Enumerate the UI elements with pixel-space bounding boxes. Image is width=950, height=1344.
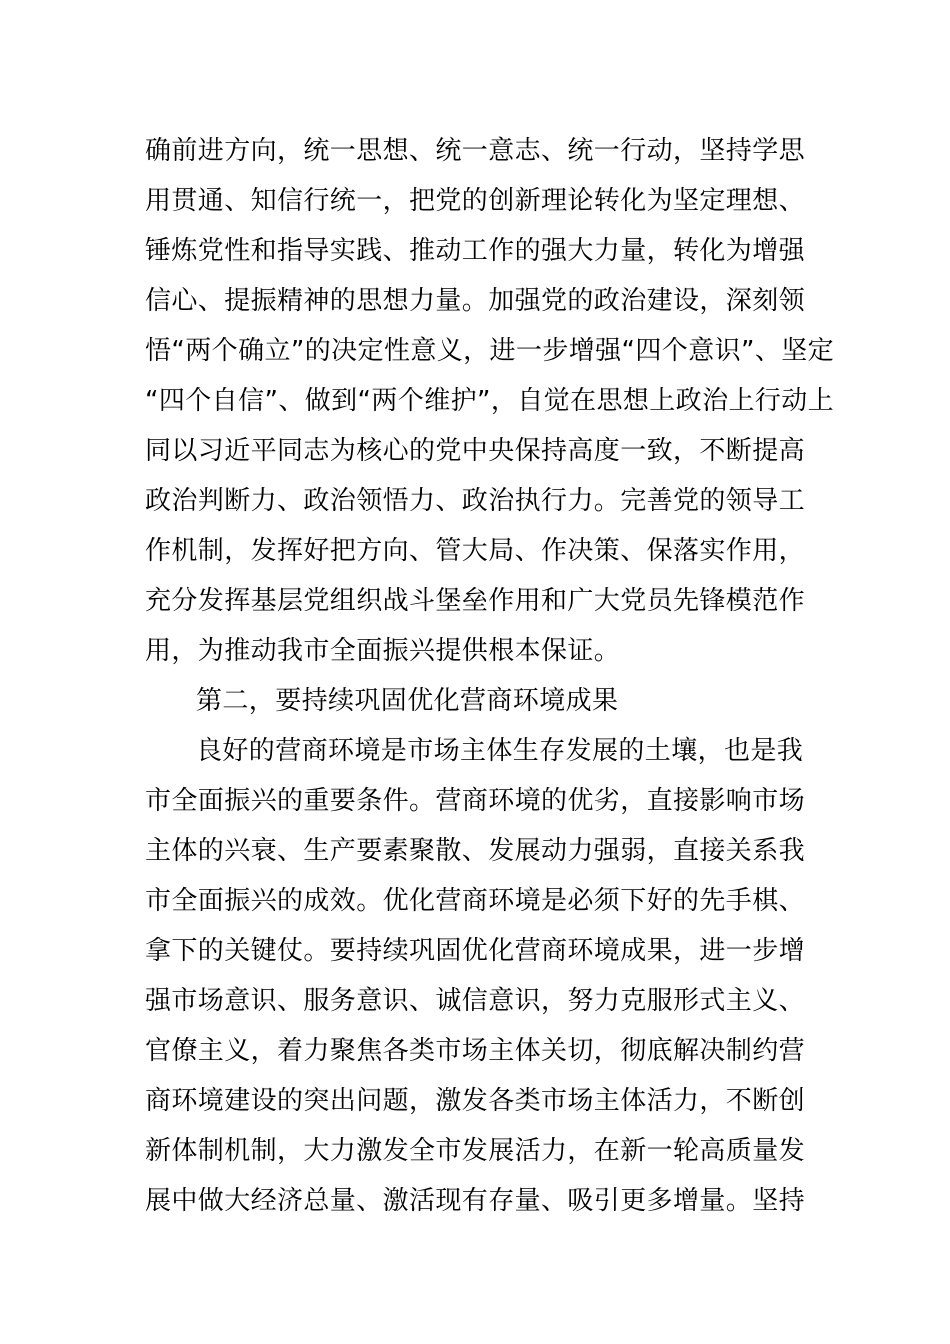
- text-line: 强市场意识、服务意识、诚信意识，努力克服形式主义、: [145, 986, 806, 1016]
- text-line: “四个自信”、做到“两个维护”，自觉在思想上政治上行动上: [145, 386, 835, 416]
- text-line: 市全面振兴的成效。优化营商环境是必须下好的先手棋、: [145, 886, 806, 916]
- text-line: 充分发挥基层党组织战斗堡垒作用和广大党员先锋模范作: [145, 586, 806, 616]
- text-line: 悟“两个确立”的决定性意义，进一步增强“四个意识”、坚定: [145, 336, 835, 366]
- text-line: 展中做大经济总量、激活现有存量、吸引更多增量。坚持: [145, 1186, 806, 1216]
- text-line: 新体制机制，大力激发全市发展活力，在新一轮高质量发: [145, 1136, 806, 1166]
- text-line: 同以习近平同志为核心的党中央保持高度一致，不断提高: [145, 436, 806, 466]
- text-line: 用，为推动我市全面振兴提供根本保证。: [145, 636, 621, 666]
- text-line: 官僚主义，着力聚焦各类市场主体关切，彻底解决制约营: [145, 1036, 806, 1066]
- text-line: 市全面振兴的重要条件。营商环境的优劣，直接影响市场: [145, 786, 806, 816]
- text-line: 政治判断力、政治领悟力、政治执行力。完善党的领导工: [145, 486, 806, 516]
- text-line: 确前进方向，统一思想、统一意志、统一行动，坚持学思: [145, 136, 806, 166]
- text-line: 商环境建设的突出问题，激发各类市场主体活力，不断创: [145, 1086, 806, 1116]
- text-line: 用贯通、知信行统一，把党的创新理论转化为坚定理想、: [145, 186, 806, 216]
- text-line: 锤炼党性和指导实践、推动工作的强大力量，转化为增强: [145, 236, 806, 266]
- text-line: 作机制，发挥好把方向、管大局、作决策、保落实作用，: [145, 536, 806, 566]
- text-line: 信心、提振精神的思想力量。加强党的政治建设，深刻领: [145, 286, 806, 316]
- text-line: 拿下的关键仗。要持续巩固优化营商环境成果，进一步增: [145, 936, 806, 966]
- text-line: 良好的营商环境是市场主体生存发展的土壤，也是我: [196, 736, 804, 766]
- text-line: 主体的兴衰、生产要素聚散、发展动力强弱，直接关系我: [145, 836, 806, 866]
- section-heading: 第二，要持续巩固优化营商环境成果: [196, 686, 619, 716]
